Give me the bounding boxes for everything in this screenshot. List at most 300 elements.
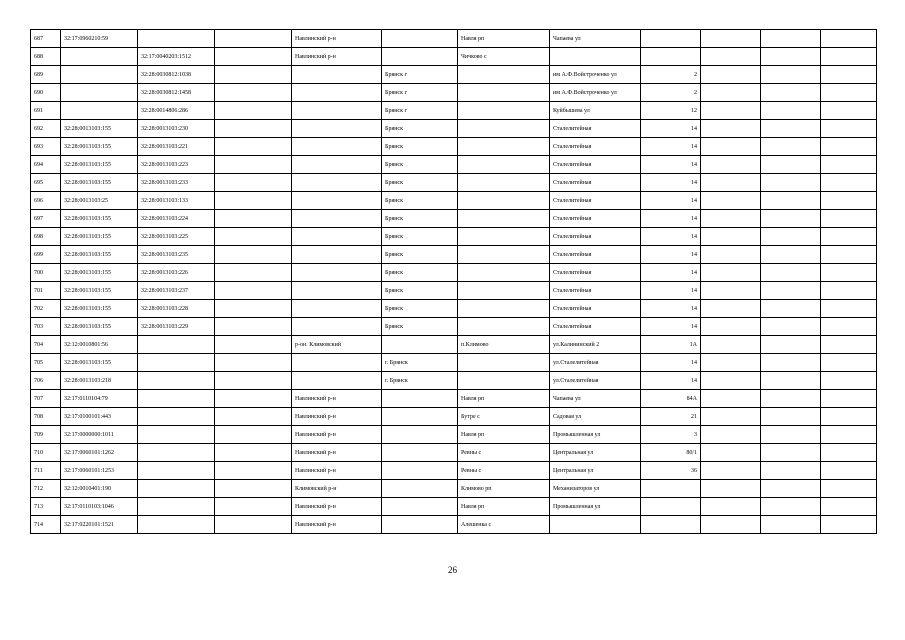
cell-cadastral-number: 32:17:0100101:443 [61,408,138,426]
cell-house: 14 [641,192,701,210]
cell-street: ул.Калининский 2 [550,336,641,354]
cell-blank [701,498,761,516]
cell-blank [761,498,821,516]
cell-city [382,444,458,462]
cell-cadastral-number: 32:28:0013103:155 [61,156,138,174]
cell-blank [215,156,292,174]
cell-blank [761,48,821,66]
cell-number: 710 [31,444,61,462]
cell-number: 687 [31,30,61,48]
cell-settlement [458,264,550,282]
cell-district: р-он. Климовский [292,336,382,354]
cell-blank [701,48,761,66]
cell-blank [821,390,877,408]
cell-cadastral-number: 32:28:0013103:25 [61,192,138,210]
cell-blank [821,264,877,282]
cell-street: Промышленная ул [550,426,641,444]
cell-blank [761,372,821,390]
cell-city: Брянск г [382,66,458,84]
cell-settlement [458,300,550,318]
cell-number: 714 [31,516,61,534]
registry-table-container [30,29,876,534]
cell-blank [761,282,821,300]
cell-blank [701,426,761,444]
cell-settlement [458,318,550,336]
table-row [31,264,877,282]
cell-blank [821,156,877,174]
cell-district: Навлинский р-н [292,426,382,444]
cell-settlement: Бутре с [458,408,550,426]
table-row [31,480,877,498]
cell-cadastral-number-2: 32:28:0013103:235 [138,246,215,264]
cell-city [382,480,458,498]
cell-blank [701,408,761,426]
cell-settlement [458,354,550,372]
cell-blank [761,354,821,372]
cell-blank [701,156,761,174]
cell-blank [821,480,877,498]
cell-blank [215,408,292,426]
cell-cadastral-number-2: 32:28:0030812:1458 [138,84,215,102]
cell-blank [701,30,761,48]
cell-cadastral-number-2: 32:28:0014806:286 [138,102,215,120]
table-row [31,246,877,264]
cell-number: 689 [31,66,61,84]
cell-cadastral-number-2: 32:28:0013103:237 [138,282,215,300]
cell-cadastral-number-2: 32:28:0013103:229 [138,318,215,336]
cell-house: 14 [641,282,701,300]
cell-blank [701,264,761,282]
cell-cadastral-number-2: 32:28:0013103:233 [138,174,215,192]
cell-number: 694 [31,156,61,174]
table-row [31,390,877,408]
cell-cadastral-number-2 [138,408,215,426]
cell-district [292,300,382,318]
cell-blank [215,498,292,516]
cell-blank [701,120,761,138]
cell-street [550,516,641,534]
cell-settlement: Навля рп [458,426,550,444]
cell-cadastral-number-2 [138,354,215,372]
cell-blank [701,390,761,408]
registry-table-body [31,30,877,534]
cell-blank [761,390,821,408]
cell-number: 698 [31,228,61,246]
cell-blank [701,246,761,264]
cell-blank [821,174,877,192]
table-row [31,372,877,390]
cell-cadastral-number: 32:12:0010401:190 [61,480,138,498]
cell-cadastral-number: 32:28:0013103:155 [61,300,138,318]
cell-blank [701,480,761,498]
cell-cadastral-number: 32:28:0013103:155 [61,282,138,300]
cell-house [641,30,701,48]
cell-street [550,48,641,66]
cell-blank [821,192,877,210]
cell-blank [821,66,877,84]
cell-settlement [458,84,550,102]
cell-number: 697 [31,210,61,228]
cell-number: 695 [31,174,61,192]
cell-settlement [458,174,550,192]
cell-city [382,516,458,534]
cell-blank [821,210,877,228]
cell-blank [761,318,821,336]
cell-street: Чапаева ул [550,30,641,48]
cell-number: 692 [31,120,61,138]
cell-blank [761,156,821,174]
table-row [31,120,877,138]
cell-cadastral-number: 32:17:0220101:1521 [61,516,138,534]
cell-number: 700 [31,264,61,282]
cell-district: Навлинский р-н [292,408,382,426]
cell-house: 14 [641,174,701,192]
cell-settlement [458,120,550,138]
cell-blank [215,336,292,354]
cell-city: Брянск [382,192,458,210]
cell-settlement: Климово рп [458,480,550,498]
cell-district [292,138,382,156]
cell-house [641,516,701,534]
cell-number: 690 [31,84,61,102]
cell-blank [215,138,292,156]
table-row [31,282,877,300]
cell-cadastral-number: 32:28:0013103:155 [61,264,138,282]
cell-cadastral-number-2: 32:28:0013103:230 [138,120,215,138]
cell-blank [821,408,877,426]
cell-blank [701,102,761,120]
cell-house: 14 [641,372,701,390]
cell-blank [821,354,877,372]
cell-street: Центральная ул [550,462,641,480]
cell-settlement: Алешенка с [458,516,550,534]
table-row [31,300,877,318]
cell-city [382,408,458,426]
cell-blank [215,66,292,84]
cell-blank [701,372,761,390]
cell-house: 14 [641,300,701,318]
cell-blank [701,318,761,336]
cell-blank [215,282,292,300]
cell-house: 80/1 [641,444,701,462]
cell-blank [701,516,761,534]
cell-street: им А.Ф.Войстроченко ул [550,84,641,102]
cell-settlement [458,102,550,120]
cell-street: Сталелитейная [550,318,641,336]
cell-number: 713 [31,498,61,516]
cell-blank [821,48,877,66]
cell-district: Навлинский р-н [292,444,382,462]
cell-number: 704 [31,336,61,354]
cell-cadastral-number [61,102,138,120]
table-row [31,516,877,534]
cell-blank [761,426,821,444]
cell-house [641,480,701,498]
cell-district: Навлинский р-н [292,462,382,480]
cell-blank [215,372,292,390]
table-row [31,102,877,120]
cell-house [641,48,701,66]
cell-blank [761,264,821,282]
cell-house: 14 [641,138,701,156]
cell-street: Сталелитейная [550,282,641,300]
cell-district [292,84,382,102]
cell-city [382,48,458,66]
cell-street: Сталелитейная [550,192,641,210]
table-row [31,444,877,462]
cell-number: 691 [31,102,61,120]
cell-number: 702 [31,300,61,318]
cell-blank [761,102,821,120]
cell-house [641,498,701,516]
cell-street: ул.Сталелитейная [550,372,641,390]
table-row [31,210,877,228]
cell-house: 36 [641,462,701,480]
cell-blank [701,66,761,84]
cell-settlement: Чичково с [458,48,550,66]
cell-blank [821,246,877,264]
cell-district [292,66,382,84]
cell-cadastral-number-2 [138,480,215,498]
cell-cadastral-number: 32:28:0013103:155 [61,246,138,264]
cell-district [292,354,382,372]
cell-blank [215,390,292,408]
cell-blank [821,498,877,516]
table-row [31,192,877,210]
cell-number: 703 [31,318,61,336]
cell-street: Чапаева ул [550,390,641,408]
cell-house: 3 [641,426,701,444]
cell-district: Навлинский р-н [292,30,382,48]
cell-district [292,120,382,138]
cell-number: 711 [31,462,61,480]
cell-cadastral-number-2: 32:28:0013103:221 [138,138,215,156]
cell-settlement: Навля рп [458,390,550,408]
cell-blank [215,462,292,480]
cell-street: Сталелитейная [550,174,641,192]
cell-blank [215,444,292,462]
cell-district [292,174,382,192]
cell-street: Сталелитейная [550,228,641,246]
cell-house: 14 [641,354,701,372]
cell-cadastral-number: 32:28:0013103:155 [61,318,138,336]
cell-blank [701,174,761,192]
cell-blank [215,30,292,48]
cell-city: Брянск [382,264,458,282]
cell-number: 699 [31,246,61,264]
cell-city: Брянск г [382,102,458,120]
cell-house: 84А [641,390,701,408]
cell-blank [701,300,761,318]
cell-cadastral-number: 32:17:0060101:1253 [61,462,138,480]
cell-blank [701,282,761,300]
cell-house: 1А [641,336,701,354]
cell-city [382,336,458,354]
cell-blank [761,30,821,48]
cell-cadastral-number: 32:28:0013103:155 [61,120,138,138]
cell-cadastral-number-2: 32:28:0030812:1038 [138,66,215,84]
cell-city: Брянск [382,156,458,174]
cell-settlement [458,192,550,210]
cell-cadastral-number-2 [138,426,215,444]
cell-cadastral-number: 32:17:0060101:1262 [61,444,138,462]
table-row [31,84,877,102]
cell-blank [761,138,821,156]
cell-cadastral-number: 32:28:0013103:155 [61,354,138,372]
cell-number: 712 [31,480,61,498]
cell-number: 709 [31,426,61,444]
cell-street: Сталелитейная [550,210,641,228]
page-number: 26 [448,565,457,575]
cell-blank [761,228,821,246]
cell-blank [761,480,821,498]
cell-blank [701,354,761,372]
cell-blank [761,210,821,228]
cell-blank [761,84,821,102]
cell-blank [821,336,877,354]
cell-blank [761,246,821,264]
cell-cadastral-number-2: 32:28:0013103:224 [138,210,215,228]
table-row [31,174,877,192]
cell-district [292,156,382,174]
table-row [31,66,877,84]
cell-number: 706 [31,372,61,390]
cell-cadastral-number: 32:28:0013103:155 [61,210,138,228]
table-row [31,462,877,480]
cell-district: Навлинский р-н [292,516,382,534]
table-row [31,318,877,336]
table-row [31,426,877,444]
table-row [31,228,877,246]
cell-street: Механизаторов ул [550,480,641,498]
cell-house: 14 [641,210,701,228]
cell-cadastral-number-2 [138,390,215,408]
cell-settlement [458,228,550,246]
cell-house: 2 [641,84,701,102]
cell-blank [821,84,877,102]
cell-cadastral-number-2 [138,498,215,516]
cell-street: Центральная ул [550,444,641,462]
cell-cadastral-number-2: 32:28:0013103:228 [138,300,215,318]
cell-settlement [458,210,550,228]
cell-district [292,282,382,300]
table-row [31,156,877,174]
cell-blank [761,444,821,462]
cell-blank [761,462,821,480]
cell-settlement [458,372,550,390]
cell-city: Брянск [382,246,458,264]
cell-city [382,426,458,444]
cell-city [382,30,458,48]
cell-settlement: Навля рп [458,498,550,516]
cell-city: г. Брянск [382,354,458,372]
cell-blank [821,228,877,246]
cell-city: Брянск [382,120,458,138]
cell-cadastral-number: 32:28:0013103:155 [61,228,138,246]
cell-cadastral-number: 32:28:0013103:155 [61,138,138,156]
cell-blank [821,120,877,138]
cell-street: Садовая ул [550,408,641,426]
cell-street: ул.Сталелитейная [550,354,641,372]
cell-blank [701,228,761,246]
cell-blank [215,192,292,210]
cell-blank [215,84,292,102]
cell-district [292,246,382,264]
cell-cadastral-number-2 [138,444,215,462]
cell-cadastral-number-2: 32:28:0013103:133 [138,192,215,210]
cell-city [382,498,458,516]
cell-blank [761,66,821,84]
cell-blank [821,102,877,120]
table-row [31,498,877,516]
cell-blank [761,336,821,354]
cell-district [292,228,382,246]
cell-blank [701,444,761,462]
cell-cadastral-number-2: 32:17:0040203:1512 [138,48,215,66]
cell-cadastral-number-2: 32:28:0013103:223 [138,156,215,174]
cell-blank [761,408,821,426]
cell-house: 14 [641,156,701,174]
cell-blank [215,120,292,138]
cell-cadastral-number-2 [138,516,215,534]
cell-city: Брянск [382,174,458,192]
cell-settlement [458,282,550,300]
cell-district: Навлинский р-н [292,498,382,516]
cell-district [292,210,382,228]
cell-street: Промышленная ул [550,498,641,516]
cell-cadastral-number: 32:17:0110104:79 [61,390,138,408]
cell-cadastral-number: 32:28:0013103:155 [61,174,138,192]
cell-blank [761,192,821,210]
cell-blank [821,372,877,390]
cell-blank [821,462,877,480]
cell-blank [215,174,292,192]
cell-cadastral-number: 32:28:0013103:218 [61,372,138,390]
table-row [31,408,877,426]
cell-settlement [458,246,550,264]
cell-blank [761,174,821,192]
cell-street: Сталелитейная [550,156,641,174]
cell-blank [701,210,761,228]
cell-number: 693 [31,138,61,156]
cell-blank [215,48,292,66]
cell-street: Сталелитейная [550,138,641,156]
cell-settlement: п.Климово [458,336,550,354]
registry-table [30,29,877,534]
cell-cadastral-number-2 [138,30,215,48]
cell-house: 2 [641,66,701,84]
cell-settlement: Навля рп [458,30,550,48]
cell-blank [821,426,877,444]
table-row [31,138,877,156]
cell-cadastral-number [61,48,138,66]
cell-cadastral-number-2 [138,372,215,390]
cell-city [382,390,458,408]
cell-blank [821,30,877,48]
cell-blank [215,228,292,246]
cell-blank [761,120,821,138]
cell-blank [761,300,821,318]
cell-street: Куйбышева ул [550,102,641,120]
cell-district [292,102,382,120]
cell-number: 708 [31,408,61,426]
cell-blank [701,84,761,102]
cell-house: 21 [641,408,701,426]
cell-blank [821,516,877,534]
cell-street: Сталелитейная [550,300,641,318]
cell-blank [215,210,292,228]
cell-blank [215,354,292,372]
